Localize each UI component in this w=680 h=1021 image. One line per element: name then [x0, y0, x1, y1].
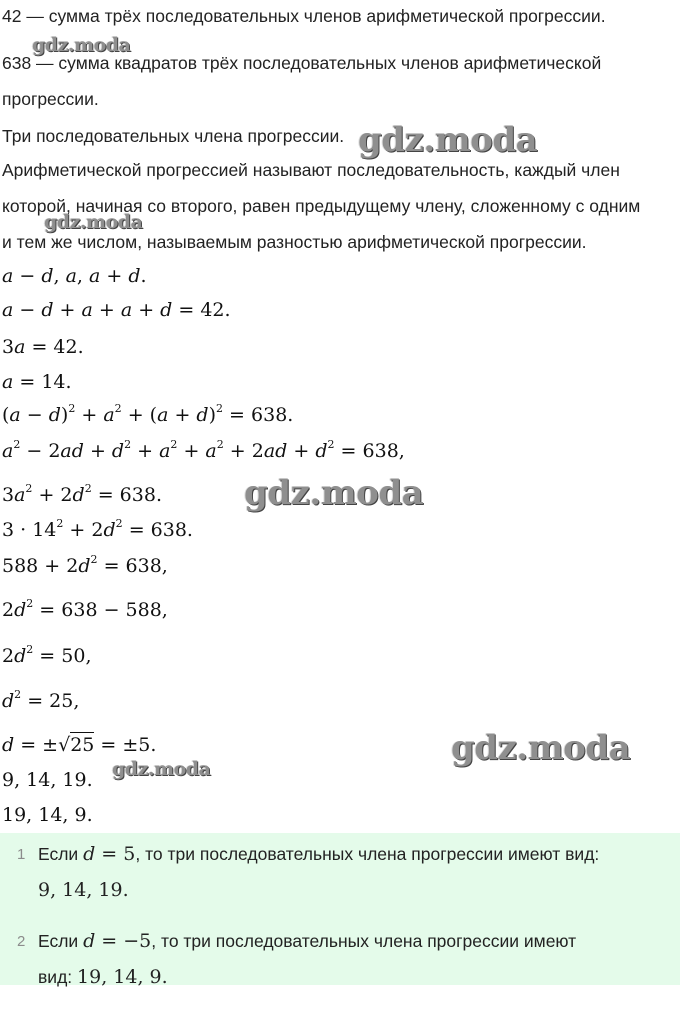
- math-2d2-diff: $2d^2 = 638 - 588$,: [2, 597, 168, 621]
- math-sum-equation: a − d + a + a + d = 42.: [2, 299, 231, 321]
- math-substituted: $3 \cdot 14^2 + 2d^2 = 638$.: [2, 517, 193, 541]
- answer-1-line-2: 9, 14, 19.: [38, 879, 129, 901]
- math-squares-equation: $(a - d)^2 + a^2 + (a + d)^2 = 638$.: [2, 402, 294, 426]
- line-sum-terms: 42 — сумма трёх последовательных членов арифметической прогрессии.: [2, 6, 606, 26]
- math-2d2-50: $2d^2 = 50$,: [2, 643, 92, 667]
- line-definition-2: которой, начиная со второго, равен предыдущему члену, сложенному с одним: [2, 196, 641, 216]
- math-3a: 3a = 42.: [2, 336, 84, 358]
- math-seq-2: 19, 14, 9.: [2, 804, 93, 826]
- math-simplified: $3a^2 + 2d^2 = 638$.: [2, 482, 162, 506]
- watermark: gdz.moda: [244, 473, 424, 513]
- line-definition-3: и тем же числом, называемым разностью арифметической прогрессии.: [2, 232, 587, 252]
- answer-number-2: 2: [17, 933, 26, 950]
- math-a-value: a = 14.: [2, 371, 72, 393]
- math-expanded: $a^2 - 2ad + d^2 + a^2 + a^2 + 2ad + d^2 = 638$,: [2, 438, 405, 462]
- watermark: gdz.moda: [112, 758, 211, 780]
- answer-1-line-1: Если d = 5, то три последовательных члена прогрессии имеют вид:: [38, 843, 600, 865]
- watermark: gdz.moda: [32, 34, 131, 56]
- math-seq-1: 9, 14, 19.: [2, 769, 93, 791]
- math-terms: a − d, a, a + d.: [2, 265, 147, 287]
- math-588: $588 + 2d^2 = 638$,: [2, 553, 168, 577]
- answer-2-line-2: вид: 19, 14, 9.: [38, 966, 168, 988]
- answer-box: [0, 833, 680, 988]
- watermark: gdz.moda: [358, 120, 538, 160]
- math-d2-25: $d^2 = 25$,: [2, 688, 80, 712]
- line-definition-1: Арифметической прогрессией называют последовательность, каждый член: [2, 160, 620, 180]
- line-sum-squares: 638 — сумма квадратов трёх последовательных членов арифметической: [2, 53, 602, 73]
- watermark: gdz.moda: [451, 728, 631, 768]
- answer-2-line-1: Если d = −5, то три последовательных члена прогрессии имеют: [38, 930, 577, 952]
- line-three-terms: Три последовательных члена прогрессии.: [2, 126, 345, 146]
- answer-number-1: 1: [17, 846, 26, 863]
- watermark: gdz.moda: [44, 211, 143, 233]
- line-progression: прогрессии.: [2, 89, 99, 109]
- math-d-value: d = ±√25 = ±5.: [2, 734, 157, 756]
